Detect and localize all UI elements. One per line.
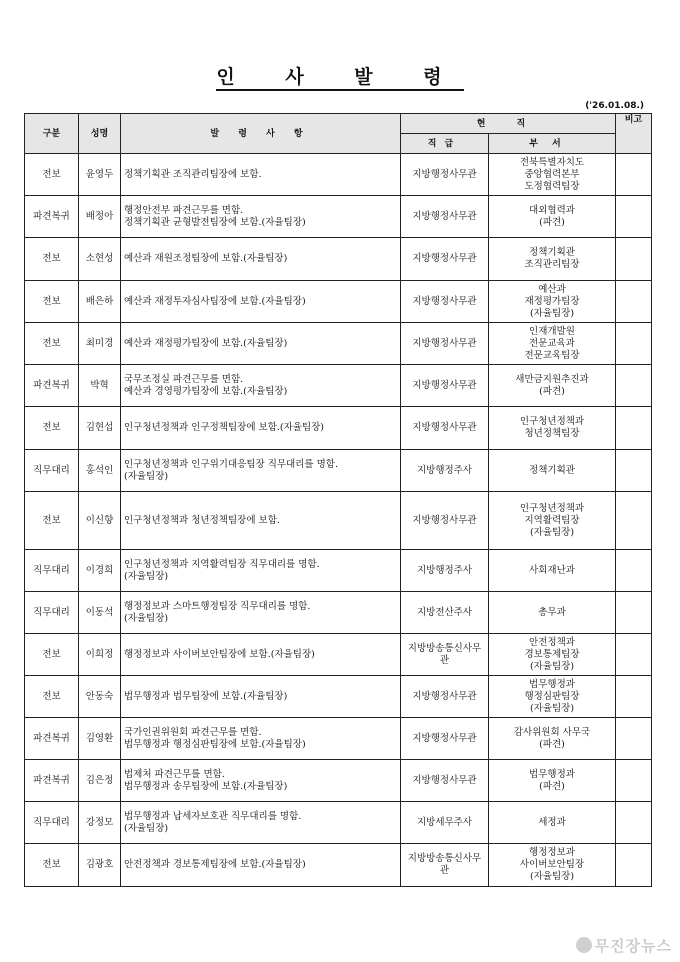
cell-dept <box>489 450 616 492</box>
cell-grade: 지방행정사무관 <box>401 492 489 550</box>
cell-grade: 지방행정사무관 <box>401 281 489 323</box>
cell-grade: 지방행정사무관 <box>401 718 489 760</box>
dept-line: 정책기획관 <box>529 247 575 258</box>
order-line: (자율팀장) <box>124 612 169 624</box>
cell-category: 전보 <box>25 676 79 718</box>
order-line: 법무행정과 송무팀장에 보함.(자율팀장) <box>124 780 288 792</box>
order-line: 법무행정과 법무팀장에 보함.(자율팀장) <box>124 690 288 702</box>
cell-dept <box>489 365 616 407</box>
dept-line: 전문교육과 <box>529 337 575 349</box>
cell-category: 파견복귀 <box>25 365 79 407</box>
order-line: (자율팀장) <box>124 470 169 482</box>
order-line: 행정정보과 스마트행정팀장 직무대리를 명함. <box>124 600 311 612</box>
cell-order <box>121 592 401 634</box>
cell-note <box>616 238 652 281</box>
cell-grade: 지방방송통신사무관 <box>401 844 489 887</box>
dept-line: 인재개발원 <box>529 325 575 337</box>
cell-name: 김광호 <box>79 844 121 887</box>
cell-category: 파견복귀 <box>25 760 79 802</box>
table-row <box>25 802 652 844</box>
cell-note <box>616 365 652 407</box>
table-row <box>25 550 652 592</box>
cell-grade: 지방행정사무관 <box>401 323 489 365</box>
dept-line: 예산과 <box>538 283 566 295</box>
cell-dept <box>489 238 616 281</box>
table-row <box>25 634 652 676</box>
cell-dept <box>489 281 616 323</box>
cell-category: 전보 <box>25 844 79 887</box>
header-note: 비고 <box>616 114 652 154</box>
dept-line: (파견) <box>539 738 565 750</box>
cell-grade: 지방행정사무관 <box>401 365 489 407</box>
table-row <box>25 154 652 196</box>
cell-name: 홍석인 <box>79 450 121 492</box>
cell-note <box>616 196 652 238</box>
dept-line: 인구청년정책과 <box>519 502 585 514</box>
cell-category: 전보 <box>25 281 79 323</box>
cell-order <box>121 802 401 844</box>
header-order: 발 령 사 항 <box>121 114 401 154</box>
dept-line: 세정과 <box>538 816 566 828</box>
cell-category: 직무대리 <box>25 450 79 492</box>
cell-category: 직무대리 <box>25 592 79 634</box>
order-line: 법무행정과 행정심판팀장에 보함.(자율팀장) <box>124 738 306 750</box>
cell-name: 윤영두 <box>79 154 121 196</box>
order-line: (자율팀장) <box>124 822 169 834</box>
cell-note <box>616 844 652 887</box>
cell-category: 전보 <box>25 323 79 365</box>
page-title-text: 인 사 발 령 <box>216 66 463 91</box>
dept-line: 새만금지원추진과 <box>515 373 589 385</box>
dept-line: (자율팀장) <box>529 526 575 538</box>
header-grade: 직급 <box>401 134 489 154</box>
dept-line: 중앙협력본부 <box>524 168 580 180</box>
cell-grade: 지방방송통신사무관 <box>401 634 489 676</box>
cell-note <box>616 802 652 844</box>
table-row <box>25 592 652 634</box>
table-row <box>25 844 652 887</box>
dept-line: 행정정보과 <box>529 847 575 858</box>
cell-grade: 지방행정사무관 <box>401 760 489 802</box>
order-line: 예산과 재정평가팀장에 보함.(자율팀장) <box>124 337 288 349</box>
dept-line: 조직관리팀장 <box>524 259 580 270</box>
dept-line: (자율팀장) <box>529 702 575 714</box>
dept-line: 인구청년정책과 <box>519 416 585 427</box>
cell-dept <box>489 492 616 550</box>
cell-dept <box>489 323 616 365</box>
cell-category: 파견복귀 <box>25 718 79 760</box>
cell-name: 김은정 <box>79 760 121 802</box>
cell-category: 전보 <box>25 407 79 450</box>
cell-dept <box>489 676 616 718</box>
table-row <box>25 492 652 550</box>
cell-category: 파견복귀 <box>25 196 79 238</box>
dept-line: 도정협력팀장 <box>524 180 580 192</box>
cell-grade: 지방행정사무관 <box>401 196 489 238</box>
cell-category: 직무대리 <box>25 550 79 592</box>
cell-grade: 지방행정사무관 <box>401 154 489 196</box>
dept-line: 안전정책과 <box>529 636 575 648</box>
header-category: 구분 <box>25 114 79 154</box>
table-row <box>25 676 652 718</box>
cell-name: 박혁 <box>79 365 121 407</box>
cell-order <box>121 550 401 592</box>
dept-line: 총무과 <box>538 606 566 618</box>
dept-line: 법무행정과 <box>529 678 575 690</box>
cell-name: 강정모 <box>79 802 121 844</box>
issue-date: ('26.01.08.) <box>585 101 644 111</box>
dept-line: 사회재난과 <box>529 564 575 576</box>
dept-line: 재정평가팀장 <box>524 295 580 307</box>
dept-line: 청년정책팀장 <box>524 428 580 439</box>
dept-line: (자율팀장) <box>529 307 575 319</box>
dept-line: 전북특별자치도 <box>519 156 585 168</box>
header-dept: 부서 <box>489 134 616 154</box>
cell-dept <box>489 802 616 844</box>
cell-category: 전보 <box>25 492 79 550</box>
order-line: 인구청년정책과 청년정책팀장에 보함. <box>124 514 280 526</box>
order-line: 법제처 파견근무를 면함. <box>124 768 225 780</box>
cell-order <box>121 323 401 365</box>
order-line: 행정안전부 파견근무를 면함. <box>124 204 244 216</box>
cell-note <box>616 760 652 802</box>
cell-grade: 지방행정주사 <box>401 550 489 592</box>
order-line: 예산과 재원조정팀장에 보함.(자율팀장) <box>124 253 288 264</box>
cell-order <box>121 281 401 323</box>
order-line: 행정정보과 사이버보안팀장에 보함.(자율팀장) <box>124 648 315 660</box>
cell-name: 이희정 <box>79 634 121 676</box>
dept-line: 지역활력팀장 <box>524 514 580 526</box>
order-line: 예산과 재정투자심사팀장에 보함.(자율팀장) <box>124 295 306 307</box>
dept-line: 행정심판팀장 <box>524 690 580 702</box>
dept-line: 정책기획관 <box>529 464 575 476</box>
dept-line: (파견) <box>539 385 565 397</box>
cell-dept <box>489 407 616 450</box>
dept-line: 법무행정과 <box>529 768 575 780</box>
cell-order <box>121 196 401 238</box>
table-row <box>25 407 652 450</box>
cell-dept <box>489 196 616 238</box>
cell-dept <box>489 634 616 676</box>
cell-name: 소현성 <box>79 238 121 281</box>
order-line: 인구청년정책과 인구정책팀장에 보함.(자율팀장) <box>124 422 325 433</box>
cell-grade: 지방행정사무관 <box>401 407 489 450</box>
cell-order <box>121 676 401 718</box>
cell-order <box>121 154 401 196</box>
table-row <box>25 450 652 492</box>
dept-line: 감사위원회 사무국 <box>513 726 591 738</box>
table-row <box>25 718 652 760</box>
dept-line: 대외협력과 <box>529 204 575 216</box>
cell-note <box>616 281 652 323</box>
order-line: (자율팀장) <box>124 570 169 582</box>
dept-line: (파견) <box>539 216 565 228</box>
table-row <box>25 760 652 802</box>
page-title <box>0 62 680 89</box>
dept-line: 전문교육팀장 <box>524 349 580 361</box>
order-line: 정책기획관 조직관리팀장에 보함. <box>124 168 262 180</box>
order-line: 인구청년정책과 인구위기대응팀장 직무대리를 명함. <box>124 458 338 470</box>
cell-dept <box>489 760 616 802</box>
cell-name: 배은하 <box>79 281 121 323</box>
cell-dept <box>489 154 616 196</box>
cell-name: 이신향 <box>79 492 121 550</box>
cell-category: 직무대리 <box>25 802 79 844</box>
dept-line: (자율팀장) <box>529 871 575 882</box>
cell-note <box>616 634 652 676</box>
cell-category: 전보 <box>25 238 79 281</box>
watermark-text: 무진장뉴스 <box>594 937 672 955</box>
cell-note <box>616 450 652 492</box>
cell-note <box>616 492 652 550</box>
cell-name: 이동석 <box>79 592 121 634</box>
cell-note <box>616 323 652 365</box>
cell-dept <box>489 718 616 760</box>
order-line: 법무행정과 납세자보호관 직무대리를 명함. <box>124 810 302 822</box>
header-name: 성명 <box>79 114 121 154</box>
cell-dept <box>489 592 616 634</box>
order-line: 안전정책과 경보통제팀장에 보함.(자율팀장) <box>124 859 306 870</box>
order-line: 인구청년정책과 지역활력팀장 직무대리를 명함. <box>124 558 320 570</box>
cell-name: 최미경 <box>79 323 121 365</box>
watermark <box>576 935 672 956</box>
personnel-table <box>24 113 652 887</box>
cell-grade: 지방행정주사 <box>401 450 489 492</box>
cell-note <box>616 592 652 634</box>
table-row <box>25 238 652 281</box>
cell-name: 배정아 <box>79 196 121 238</box>
cell-note <box>616 676 652 718</box>
cell-name: 김현섭 <box>79 407 121 450</box>
cell-order <box>121 492 401 550</box>
cell-category: 전보 <box>25 634 79 676</box>
dept-line: (자율팀장) <box>529 660 575 672</box>
cell-note <box>616 718 652 760</box>
cell-dept <box>489 844 616 887</box>
cell-category: 전보 <box>25 154 79 196</box>
order-line: 정책기획관 균형발전팀장에 보함.(자율팀장) <box>124 216 306 228</box>
order-line: 예산과 경영평가팀장에 보함.(자율팀장) <box>124 385 288 397</box>
cell-grade: 지방세무주사 <box>401 802 489 844</box>
dept-line: (파견) <box>539 780 565 792</box>
watermark-logo-icon <box>576 937 592 953</box>
cell-order <box>121 760 401 802</box>
cell-grade: 지방전산주사 <box>401 592 489 634</box>
cell-order <box>121 718 401 760</box>
cell-order <box>121 365 401 407</box>
cell-order <box>121 844 401 887</box>
cell-dept <box>489 550 616 592</box>
cell-note <box>616 550 652 592</box>
cell-name: 이경희 <box>79 550 121 592</box>
cell-grade: 지방행정사무관 <box>401 676 489 718</box>
table-row <box>25 365 652 407</box>
cell-order <box>121 238 401 281</box>
cell-name: 김영환 <box>79 718 121 760</box>
cell-order <box>121 634 401 676</box>
dept-line: 경보통제팀장 <box>524 648 580 660</box>
table-row <box>25 196 652 238</box>
cell-name: 안동숙 <box>79 676 121 718</box>
table-row <box>25 323 652 365</box>
dept-line: 사이버보안팀장 <box>519 859 585 870</box>
table-row <box>25 281 652 323</box>
cell-note <box>616 154 652 196</box>
cell-grade: 지방행정사무관 <box>401 238 489 281</box>
order-line: 국가인권위원회 파견근무를 면함. <box>124 726 262 738</box>
cell-note <box>616 407 652 450</box>
header-current: 현 직 <box>401 114 616 134</box>
cell-order <box>121 407 401 450</box>
order-line: 국무조정실 파견근무를 면함. <box>124 373 244 385</box>
cell-order <box>121 450 401 492</box>
